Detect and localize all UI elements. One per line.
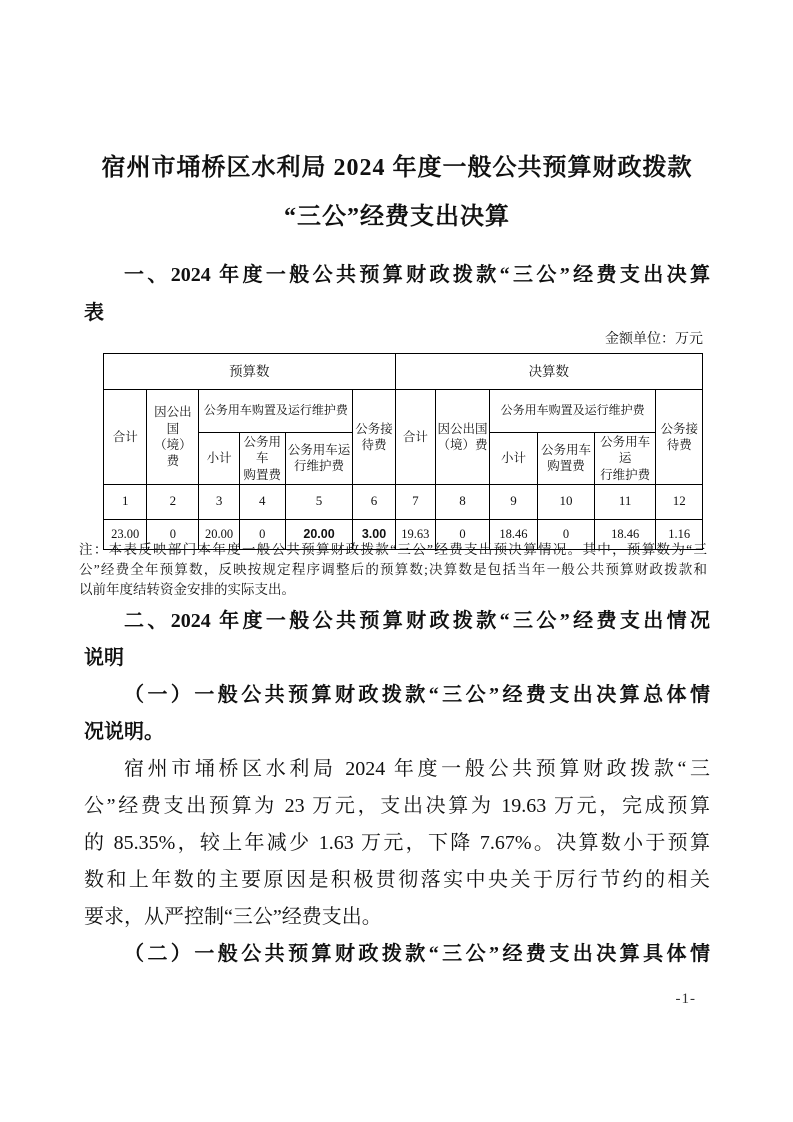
header-final-reception [656, 390, 703, 485]
header-final-maintenance [594, 433, 656, 485]
value-col-9: 18.46 [489, 519, 537, 549]
body-text [84, 603, 710, 973]
col-number-7: 7 [395, 484, 435, 519]
header-budget-maintenance [285, 433, 353, 485]
table-header-row-1 [104, 390, 703, 433]
header-maintenance-line-2: 行维护费 [600, 467, 651, 482]
table-note-line-3: 以前年度结转资金安排的实际支出。 [79, 582, 295, 597]
paragraph-line-4: 数和上年数的主要原因是积极贯彻落实中央关于厉行节约的相关 [84, 869, 710, 891]
col-number-9: 9 [489, 484, 537, 519]
subsection-1-heading-line-1: （一）一般公共预算财政拨款“三公”经费支出决算总体情 [124, 684, 710, 706]
table-column-number-row [104, 484, 703, 519]
page-number: -1- [675, 991, 696, 1007]
header-budget-vehicle-group: 公务用车购置及运行维护费 [199, 390, 353, 433]
header-maintenance-line-1: 公务用车运 [287, 443, 351, 458]
header-reception-line-2: 待费 [666, 437, 692, 452]
document-title [84, 144, 710, 242]
header-abroad-line-1: 因公出国 [154, 405, 192, 436]
section-1-heading [84, 256, 710, 332]
col-number-10: 10 [538, 484, 595, 519]
group-header-final: 决算数 [395, 354, 702, 390]
header-final-abroad [436, 390, 490, 485]
col-number-1: 1 [104, 484, 147, 519]
header-abroad-line-2: （境）费 [154, 437, 192, 469]
table-group-header-row [104, 354, 703, 390]
header-reception-line-1: 公务接 [660, 421, 698, 436]
header-abroad-line-2: （境）费 [437, 437, 488, 452]
header-reception-line-2: 待费 [361, 437, 387, 452]
header-maintenance-line-2: 行维护费 [294, 459, 345, 474]
col-number-11: 11 [594, 484, 656, 519]
header-budget-reception [353, 390, 395, 485]
header-final-subtotal: 小计 [489, 433, 537, 485]
value-col-7: 19.63 [395, 519, 435, 549]
header-final-purchase [538, 433, 595, 485]
subsection-2-heading-line-1: （二）一般公共预算财政拨款“三公”经费支出决算具体情 [124, 943, 710, 965]
value-col-1: 23.00 [104, 519, 147, 549]
value-col-10: 0 [538, 519, 595, 549]
col-number-6: 6 [353, 484, 395, 519]
value-col-4: 0 [239, 519, 285, 549]
header-purchase-line-2: 购置费 [243, 467, 282, 482]
paragraph-line-2: 公”经费支出预算为 23 万元，支出决算为 19.63 万元，完成预算 [84, 795, 710, 817]
paragraph-line-5: 要求，从严控制“三公”经费支出。 [84, 906, 382, 928]
group-header-budget: 预算数 [104, 354, 396, 390]
value-col-2: 0 [147, 519, 199, 549]
header-abroad-line-1: 因公出国 [437, 421, 488, 436]
header-final-vehicle-group: 公务用车购置及运行维护费 [489, 390, 656, 433]
header-budget-abroad [147, 390, 199, 485]
col-number-8: 8 [436, 484, 490, 519]
header-reception-line-1: 公务接 [355, 421, 393, 436]
value-col-11: 18.46 [594, 519, 656, 549]
value-col-5: 20.00 [285, 519, 353, 549]
title-line-1: 宿州市埇桥区水利局 2024 年度一般公共预算财政拨款 [101, 155, 693, 181]
col-number-3: 3 [199, 484, 239, 519]
value-col-12: 1.16 [656, 519, 703, 549]
paragraph-line-3: 的 85.35%，较上年减少 1.63 万元，下降 7.67%。决算数小于预算 [84, 832, 710, 854]
col-number-5: 5 [285, 484, 353, 519]
section-1-heading-line-2: 表 [84, 302, 104, 324]
header-purchase-line-1: 公务用车 [243, 435, 282, 466]
table-note-line-1: 注：本表反映部门本年度一般公共预算财政拨款“三公”经费支出预决算情况。其中，预算数为“三 [79, 542, 707, 557]
value-col-8: 0 [436, 519, 490, 549]
header-purchase-line-2: 购置费 [547, 459, 585, 474]
three-public-expense-table [103, 353, 703, 550]
paragraph-line-1: 宿州市埇桥区水利局 2024 年度一般公共预算财政拨款“三 [124, 758, 710, 780]
title-line-2: “三公”经费支出决算 [284, 204, 510, 230]
section-2-heading-line-1: 二、2024 年度一般公共预算财政拨款“三公”经费支出情况 [124, 610, 710, 632]
header-maintenance-line-1: 公务用车运 [600, 435, 651, 466]
header-budget-purchase [239, 433, 285, 485]
section-2-heading-line-2: 说明 [84, 647, 124, 669]
amount-unit-note: 金额单位：万元 [605, 332, 703, 347]
value-col-3: 20.00 [199, 519, 239, 549]
col-number-2: 2 [147, 484, 199, 519]
header-budget-subtotal: 小计 [199, 433, 239, 485]
subsection-1-heading-line-2: 况说明。 [84, 721, 164, 743]
header-purchase-line-1: 公务用车 [540, 443, 591, 458]
table-note-line-2: 公”经费全年预算数，反映按规定程序调整后的预算数;决算数是包括当年一般公共预算财政拨款和 [79, 562, 707, 577]
col-number-12: 12 [656, 484, 703, 519]
header-final-total: 合计 [395, 390, 435, 485]
header-budget-total: 合计 [104, 390, 147, 485]
section-1-heading-line-1: 一、2024 年度一般公共预算财政拨款“三公”经费支出决算 [124, 264, 710, 286]
table-note [79, 540, 707, 600]
value-col-6: 3.00 [353, 519, 395, 549]
col-number-4: 4 [239, 484, 285, 519]
